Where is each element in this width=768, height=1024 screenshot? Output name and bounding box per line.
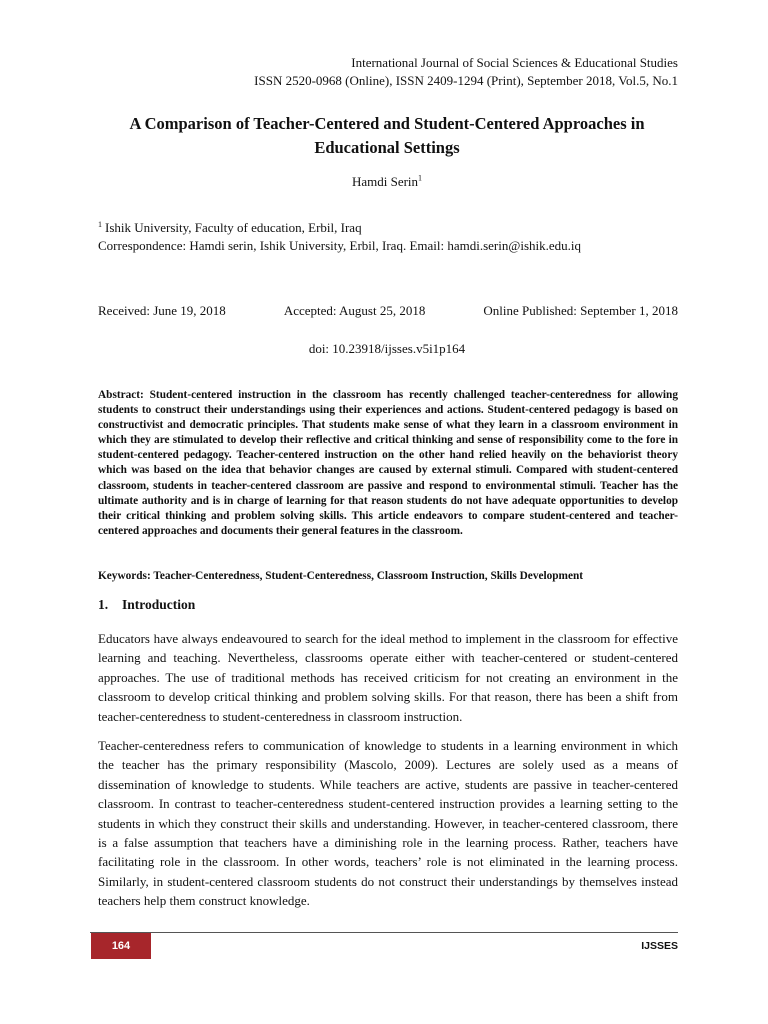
abstract: Abstract: Student-centered instruction in the classroom has recently challenged teacher-centeredness for allowing students to construct their understandings using their experiences and actions. Student-centered pedagogy is based on constructivist and democratic principles. That students make sense of what they learn in a classroom environment in which they are stimulated to develop their reflective and critical thinking and sense of responsibility come to the fore in student-centered pedagogy. Teacher-centered instruction on the other hand relied heavily on the behaviorist theory which was based on the idea that behavior changes are caused by external stimuli. Compared with student-centered classroom, students in teacher-centered classroom are passive and respond to environmental stimuli. Teacher has the ultimate authority and is in charge of learning for that reason students do not have adequate opportunities to develop their critical thinking and problem solving skills. This article endeavors to compare student-centered and teacher-centered approaches and documents their general features in the classroom. — [98, 389, 678, 537]
dates-row — [98, 303, 678, 319]
page-number-badge — [91, 933, 151, 959]
affiliation-sup: 1 — [98, 219, 102, 229]
affiliation-text: Ishik University, Faculty of education, Erbil, Iraq — [105, 220, 362, 235]
received-date: Received: June 19, 2018 — [98, 303, 226, 318]
section-title: Introduction — [122, 597, 196, 612]
affiliation-block — [98, 219, 581, 255]
affiliation — [98, 219, 581, 237]
accepted-date: Accepted: August 25, 2018 — [283, 303, 426, 318]
author-sup: 1 — [418, 173, 423, 183]
title-line-2: Educational Settings — [314, 138, 460, 157]
title-line-1: A Comparison of Teacher-Centered and Student-Centered Approaches in — [129, 114, 645, 133]
section-number: 1. — [98, 597, 109, 612]
doi: doi: 10.23918/ijsses.v5i1p164 — [308, 341, 466, 356]
journal-abbreviation: IJSSES — [641, 940, 678, 952]
correspondence: Correspondence: Hamdi serin, Ishik University, Erbil, Iraq. Email: hamdi.serin@ishik.edu.iq — [98, 238, 581, 253]
author — [96, 174, 678, 190]
page-number: 164 — [111, 940, 131, 952]
paper-title — [96, 112, 678, 160]
issn-line: ISSN 2520-0968 (Online), ISSN 2409-1294 (Print), September 2018, Vol.5, No.1 — [254, 73, 678, 88]
journal-header — [254, 54, 678, 90]
footer-divider — [90, 932, 678, 933]
keywords: Keywords: Teacher-Centeredness, Student-Centeredness, Classroom Instruction, Skills Development — [98, 570, 584, 582]
published-date: Online Published: September 1, 2018 — [483, 303, 678, 318]
journal-name: International Journal of Social Sciences & Educational Studies — [351, 55, 678, 70]
paragraph-2: Teacher-centeredness refers to communication of knowledge to students in a learning environment in which the teacher has the primary responsibility (Mascolo, 2009). Lectures are solely used as a means of dissemination of knowledge to students. While teachers are active, students are passive in teacher-centered classroom. In contrast to teacher-centeredness student-centered instruction provides a learning setting to the students in which they construct their skills and understanding. However, in teacher-centered classroom, there is a false assumption that teachers have a diminishing role in the learning process. Rather, teachers have facilitating role in the classroom. In other words, teachers’ role is not eliminated in the learning process. Similarly, in student-centered classroom students do not construct their understandings by themselves instead teachers help them construct knowledge. — [98, 738, 678, 909]
author-name: Hamdi Serin — [351, 174, 419, 189]
paragraph-1: Educators have always endeavoured to search for the ideal method to implement in the classroom for effective learning and teaching. Nevertheless, classrooms operate either with teacher-centered or student-centered approaches. The use of traditional methods has received criticism for not creating an environment in the classroom to develop critical thinking and problem solving skills. For that reason, there has been a shift from teacher-centeredness to student-centeredness in classroom instruction. — [98, 631, 678, 724]
section-heading — [98, 597, 195, 613]
